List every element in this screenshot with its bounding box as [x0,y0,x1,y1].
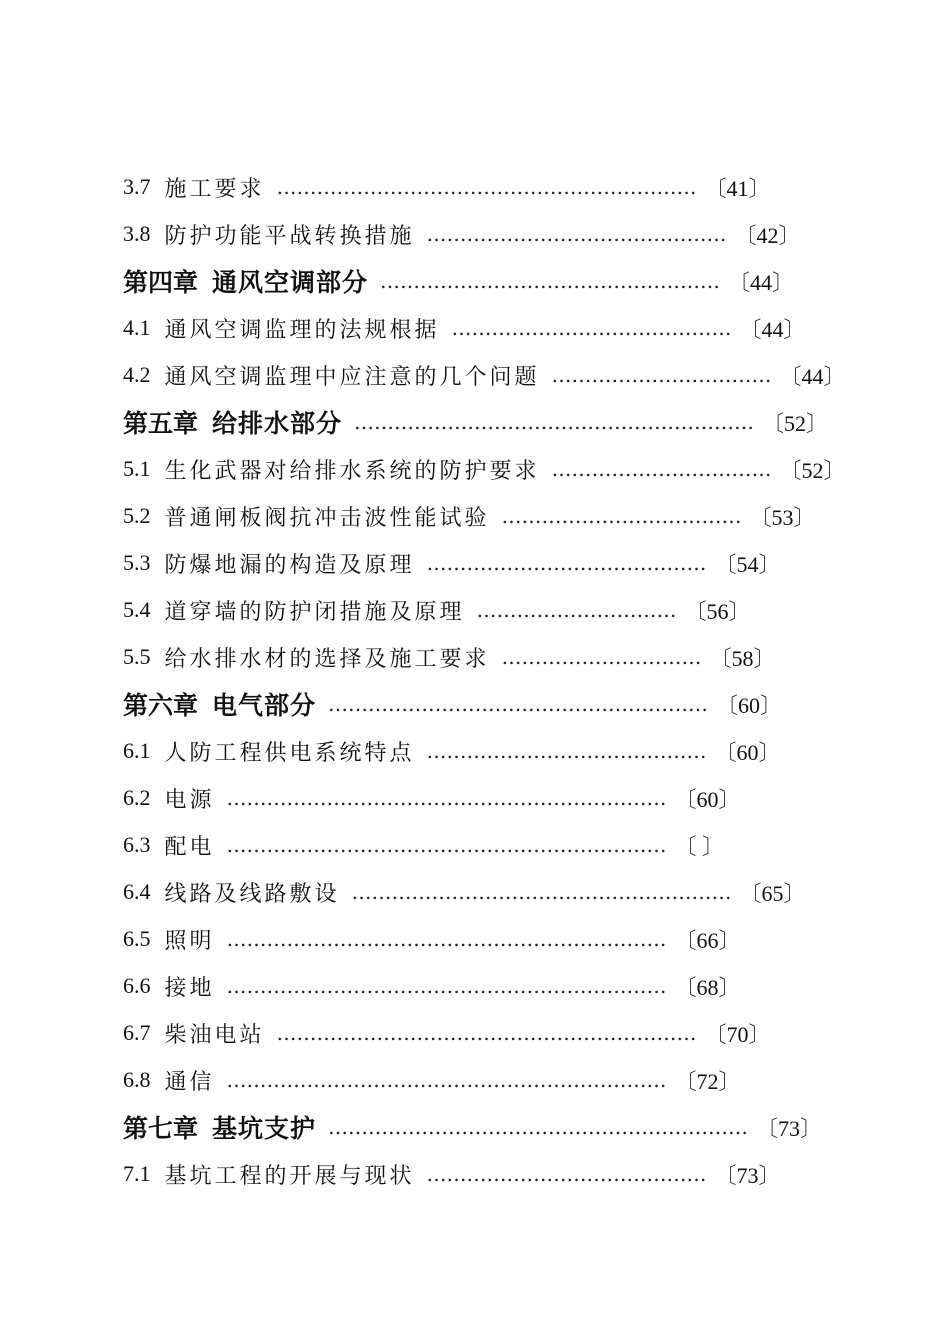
entry-title: 给水排水材的选择及施工要求 [164,646,490,672]
entry-number: 5.1 [123,456,151,481]
entry-number: 6.7 [123,1020,151,1045]
dot-leader: ………………………………………………………… [226,786,667,810]
dot-leader: ………………………………………………………… [226,974,667,998]
dot-leader: …………………………………… [426,1162,707,1186]
toc-entry-5-4[interactable] [123,590,751,630]
entry-title: 通风空调监理的法规根据 [164,317,440,343]
dot-leader: ………………………………………………………… [226,833,667,857]
entry-number: 3.8 [123,221,151,246]
toc-chapter-5[interactable] [123,402,828,442]
toc-entry-5-1[interactable] [123,449,846,489]
entry-title: 配电 [164,834,215,860]
entry-number: 6.4 [123,879,151,904]
page-number: 〔41〕 [704,175,771,201]
page-number: 〔72〕 [674,1068,741,1094]
dot-leader: …………………………………… [426,739,707,763]
page-number: 〔73〕 [756,1115,823,1141]
page-number: 〔53〕 [749,504,816,530]
toc-entry-3-8[interactable] [123,214,801,254]
toc-entry-6-7[interactable] [123,1013,771,1053]
entry-number: 6.5 [123,926,151,951]
page-number: 〔54〕 [714,551,781,577]
chapter-title: 给排水部分 [212,409,343,438]
entry-title: 线路及线路敷设 [164,881,340,907]
toc-entry-5-3[interactable] [123,543,781,583]
dot-leader: ………………………………………………………… [226,1068,667,1092]
dot-leader: ……………………………………………………… [276,1021,697,1045]
page-number: 〔70〕 [704,1021,771,1047]
entry-number: 6.6 [123,973,151,998]
entry-title: 柴油电站 [164,1022,265,1048]
dot-leader: …………………………………………………… [354,410,755,434]
page-number: 〔56〕 [684,598,751,624]
entry-title: 防护功能平战转换措施 [164,223,415,249]
page-number: 〔42〕 [734,222,801,248]
dot-leader: ……………………………… [501,504,742,528]
entry-title: 生化武器对给排水系统的防护要求 [164,458,540,484]
entry-number: 5.3 [123,550,151,575]
chapter-number: 第七章 [123,1116,199,1143]
entry-number: 6.8 [123,1067,151,1092]
entry-title: 施工要求 [164,176,265,202]
page-number: 〔66〕 [674,927,741,953]
dot-leader: ………………………………………………… [351,880,732,904]
dot-leader: …………………………………… [451,316,732,340]
page-number: 〔52〕 [762,410,829,436]
entry-number: 6.1 [123,738,151,763]
dot-leader: ………………………… [501,645,702,669]
dot-leader: …………………………… [551,363,772,387]
entry-number: 5.5 [123,644,151,669]
entry-title: 电源 [164,787,215,813]
toc-entry-6-1[interactable] [123,731,781,771]
dot-leader: ………………………… [476,598,677,622]
entry-number: 3.7 [123,174,151,199]
entry-number: 4.2 [123,362,151,387]
page-number: 〔58〕 [709,645,776,671]
dot-leader: ……………………………………… [426,222,727,246]
entry-number: 4.1 [123,315,151,340]
toc-chapter-4[interactable] [123,261,794,301]
entry-title: 通风空调监理中应注意的几个问题 [164,364,540,390]
page-number: 〔 〕 [674,833,725,859]
dot-leader: ……………………………………………………… [328,1115,749,1139]
page-number: 〔68〕 [674,974,741,1000]
dot-leader: …………………………… [551,457,772,481]
page-number: 〔52〕 [779,457,846,483]
chapter-title: 通风空调部分 [212,268,369,297]
chapter-number: 第四章 [123,270,199,297]
dot-leader: …………………………………… [426,551,707,575]
toc-entry-4-2[interactable] [123,355,846,395]
toc-entry-6-4[interactable] [123,872,806,912]
entry-title: 基坑工程的开展与现状 [164,1163,415,1189]
page-number: 〔60〕 [714,739,781,765]
toc-entry-6-3[interactable] [123,825,724,865]
entry-title: 道穿墙的防护闭措施及原理 [164,599,465,625]
page-number: 〔65〕 [739,880,806,906]
entry-title: 普通闸板阀抗冲击波性能试验 [164,505,490,531]
toc-chapter-7[interactable] [123,1107,822,1147]
page-number: 〔60〕 [716,692,783,718]
dot-leader: ……………………………………………………… [276,175,697,199]
dot-leader: …………………………………………… [380,269,721,293]
dot-leader: ………………………………………………… [328,692,709,716]
entry-title: 照明 [164,928,215,954]
toc-entry-5-2[interactable] [123,496,816,536]
chapter-number: 第五章 [123,411,199,438]
entry-title: 接地 [164,975,215,1001]
toc-entry-7-1[interactable] [123,1154,781,1194]
chapter-title: 基坑支护 [212,1114,317,1143]
page-number: 〔44〕 [739,316,806,342]
toc-entry-6-2[interactable] [123,778,741,818]
entry-title: 防爆地漏的构造及原理 [164,552,415,578]
chapter-title: 电气部分 [212,691,317,720]
toc-entry-6-5[interactable] [123,919,741,959]
entry-number: 6.2 [123,785,151,810]
entry-number: 5.4 [123,597,151,622]
toc-entry-4-1[interactable] [123,308,806,348]
page-number: 〔73〕 [714,1162,781,1188]
page-number: 〔60〕 [674,786,741,812]
entry-number: 6.3 [123,832,151,857]
page-number: 〔44〕 [779,363,846,389]
toc-chapter-6[interactable] [123,684,782,724]
toc-entry-5-5[interactable] [123,637,776,677]
toc-entry-6-6[interactable] [123,966,741,1006]
entry-number: 7.1 [123,1161,151,1186]
chapter-number: 第六章 [123,693,199,720]
dot-leader: ………………………………………………………… [226,927,667,951]
entry-title: 人防工程供电系统特点 [164,740,415,766]
toc-entry-3-7[interactable] [123,167,771,207]
entry-title: 通信 [164,1069,215,1095]
toc-entry-6-8[interactable] [123,1060,741,1100]
entry-number: 5.2 [123,503,151,528]
page-number: 〔44〕 [728,269,795,295]
